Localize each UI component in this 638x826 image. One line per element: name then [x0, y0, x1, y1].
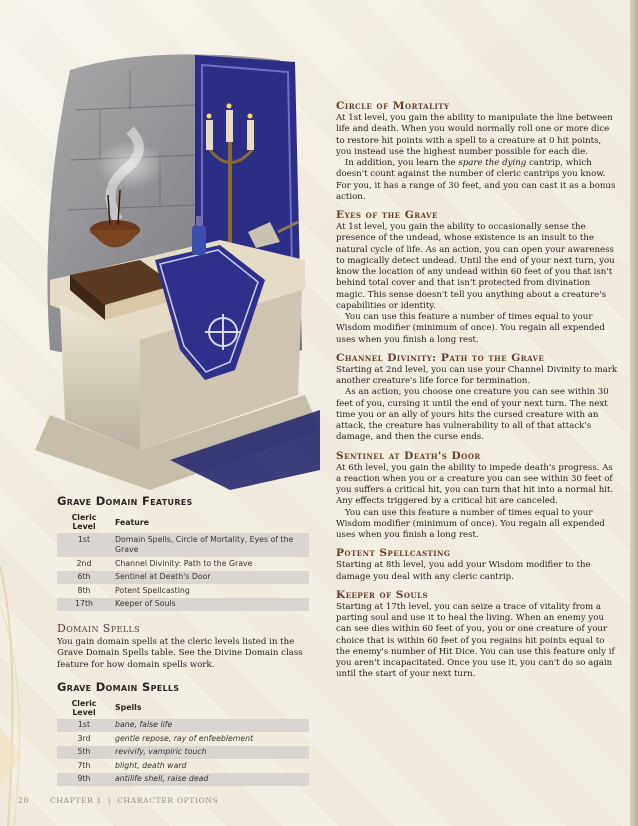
- table-row: [57, 533, 309, 557]
- sentinel-paragraph-1: At 6th level, you gain the ability to impede death's progress. As a reaction when you or a creature you can see within 30 feet of you suffers a critical hit, you can turn that hit into a normal hit. Any effects triggered by a critical hit are canceled.: [336, 462, 614, 507]
- chapter-label: CHAPTER 1: [49, 796, 102, 805]
- cell-feature: Keeper of Souls: [111, 598, 309, 612]
- column-header-level: Cleric Level: [71, 513, 97, 531]
- cell-level: 5th: [57, 746, 111, 760]
- altar-illustration: [30, 50, 320, 490]
- cell-level: 17th: [57, 598, 111, 612]
- table-row: [57, 746, 309, 760]
- cell-level: 8th: [77, 585, 91, 595]
- column-header-feature: Feature: [115, 517, 149, 527]
- cell-spells: blight, death ward: [115, 760, 187, 770]
- eyes-of-the-grave-heading: Eyes of the Grave: [336, 209, 438, 221]
- channel-paragraph-2: As an action, you choose one creature you can see within 30 feet of you, cursing it until the end of your next turn. The next time you or an ally of yours hits the cursed creature with an attack, the creature has vulnerability to all of that attack's damage, and then the curse ends.: [336, 387, 609, 443]
- channel-paragraph-1: Starting at 2nd level, you can use your Channel Divinity to mark another creature's life force for termination.: [336, 364, 618, 386]
- cell-spells: revivify, vampiric touch: [111, 746, 309, 760]
- cell-level: 9th: [57, 773, 111, 787]
- cell-feature: Domain Spells, Circle of Mortality, Eyes of the Grave: [111, 533, 309, 557]
- grave-domain-features-table: [57, 512, 309, 611]
- keeper-of-souls-heading: Keeper of Souls: [336, 588, 429, 601]
- cell-level: 2nd: [76, 558, 92, 568]
- cell-feature: Sentinel at Death's Door: [111, 571, 309, 585]
- spell-name: spare the dying: [458, 158, 527, 168]
- cell-feature: Potent Spellcasting: [115, 585, 190, 595]
- potent-paragraph-1: Starting at 8th level, you add your Wisdom modifier to the damage you deal with any cleric cantrip.: [336, 560, 591, 582]
- channel-divinity-heading: Channel Divinity: Path to the Grave: [336, 351, 545, 364]
- corner-ornament: [0, 526, 60, 826]
- sentinel-heading: Sentinel at Death's Door: [336, 449, 481, 462]
- cell-level: 3rd: [77, 733, 91, 743]
- page-edge: [630, 0, 638, 826]
- page-number: 20: [18, 796, 29, 805]
- page-footer: [18, 796, 218, 805]
- table-row: [57, 598, 309, 612]
- table-row: [57, 759, 309, 773]
- domain-spells-paragraph: You gain domain spells at the cleric levels listed in the Grave Domain Spells table. See the Divine Domain class feature for how domain spells work.: [57, 637, 303, 670]
- eyes-paragraph-2: You can use this feature a number of times equal to your Wisdom modifier (minimum of once). You regain all expended uses when you finish a long rest.: [336, 312, 605, 345]
- table-row: [57, 773, 309, 787]
- section-label: CHARACTER OPTIONS: [117, 796, 219, 805]
- cell-level: 7th: [77, 760, 91, 770]
- table-row: [57, 719, 309, 733]
- circle-of-mortality-heading: Circle of Mortality: [336, 100, 450, 112]
- table-row: [57, 584, 309, 598]
- cell-spells: bane, false life: [111, 719, 309, 733]
- domain-spells-heading: Domain Spells: [57, 622, 141, 635]
- keeper-paragraph-1: Starting at 17th level, you can seize a trace of vitality from a parting soul and use it to heal the living. When an enemy you can see dies within 60 feet of you, you or one creature of your choice that is within 60 feet of you regains hit points equal to the enemy's number of Hit Dice. You can use this feature only if you aren't incapacitated. Once you use it, you can't do so again until the start of your next turn.: [336, 601, 615, 680]
- cell-spells: gentle repose, ray of enfeeblement: [115, 733, 254, 743]
- table-row: [57, 571, 309, 585]
- circle-paragraph-1: At 1st level, you gain the ability to manipulate the line between life and death. When you would normally roll one or more dice to restore hit points with a spell to a creature at 0 hit points, you instead use the highest number possible for each die.: [336, 113, 613, 157]
- features-table-title: Grave Domain Features: [57, 494, 193, 508]
- column-header-spells: Spells: [115, 703, 142, 713]
- cell-feature: Channel Divinity: Path to the Grave: [115, 558, 253, 568]
- left-column: [57, 494, 312, 786]
- cell-level: 1st: [57, 533, 111, 557]
- grave-domain-spells-table: [57, 698, 309, 787]
- column-header-level: Cleric Level: [71, 698, 97, 717]
- table-header-row: [57, 512, 309, 533]
- footer-separator: |: [107, 796, 112, 805]
- spells-table-title: Grave Domain Spells: [57, 679, 180, 694]
- cell-level: 1st: [57, 719, 111, 733]
- circle-paragraph-2: In addition, you learn the spare the dying cantrip, which doesn't count against the number of cleric cantrips you know. For you, it has a range of 30 feet, and you can cast it as a bonus action.: [336, 158, 616, 202]
- right-column: [336, 100, 618, 681]
- table-row: [57, 732, 309, 746]
- cell-spells: antilife shell, raise dead: [111, 773, 309, 787]
- eyes-paragraph-1: At 1st level, you gain the ability to occasionally sense the presence of the undead, whose existence is an insult to the natural cycle of life. As an action, you can open your awareness to magically detect undead. Until the end of your next turn, you know the location of any undead within 60 feet of you that isn't behind total cover and that isn't protected from divination magic. This sense doesn't tell you anything about a creature's capabilities or identity.: [336, 222, 615, 311]
- sentinel-paragraph-2: You can use this feature a number of times equal to your Wisdom modifier (minimum of once). You regain all expended uses when you finish a long rest.: [336, 507, 605, 540]
- potent-spellcasting-heading: Potent Spellcasting: [336, 547, 451, 560]
- table-header-row: [57, 698, 309, 719]
- table-row: [57, 557, 309, 571]
- cell-level: 6th: [57, 571, 111, 585]
